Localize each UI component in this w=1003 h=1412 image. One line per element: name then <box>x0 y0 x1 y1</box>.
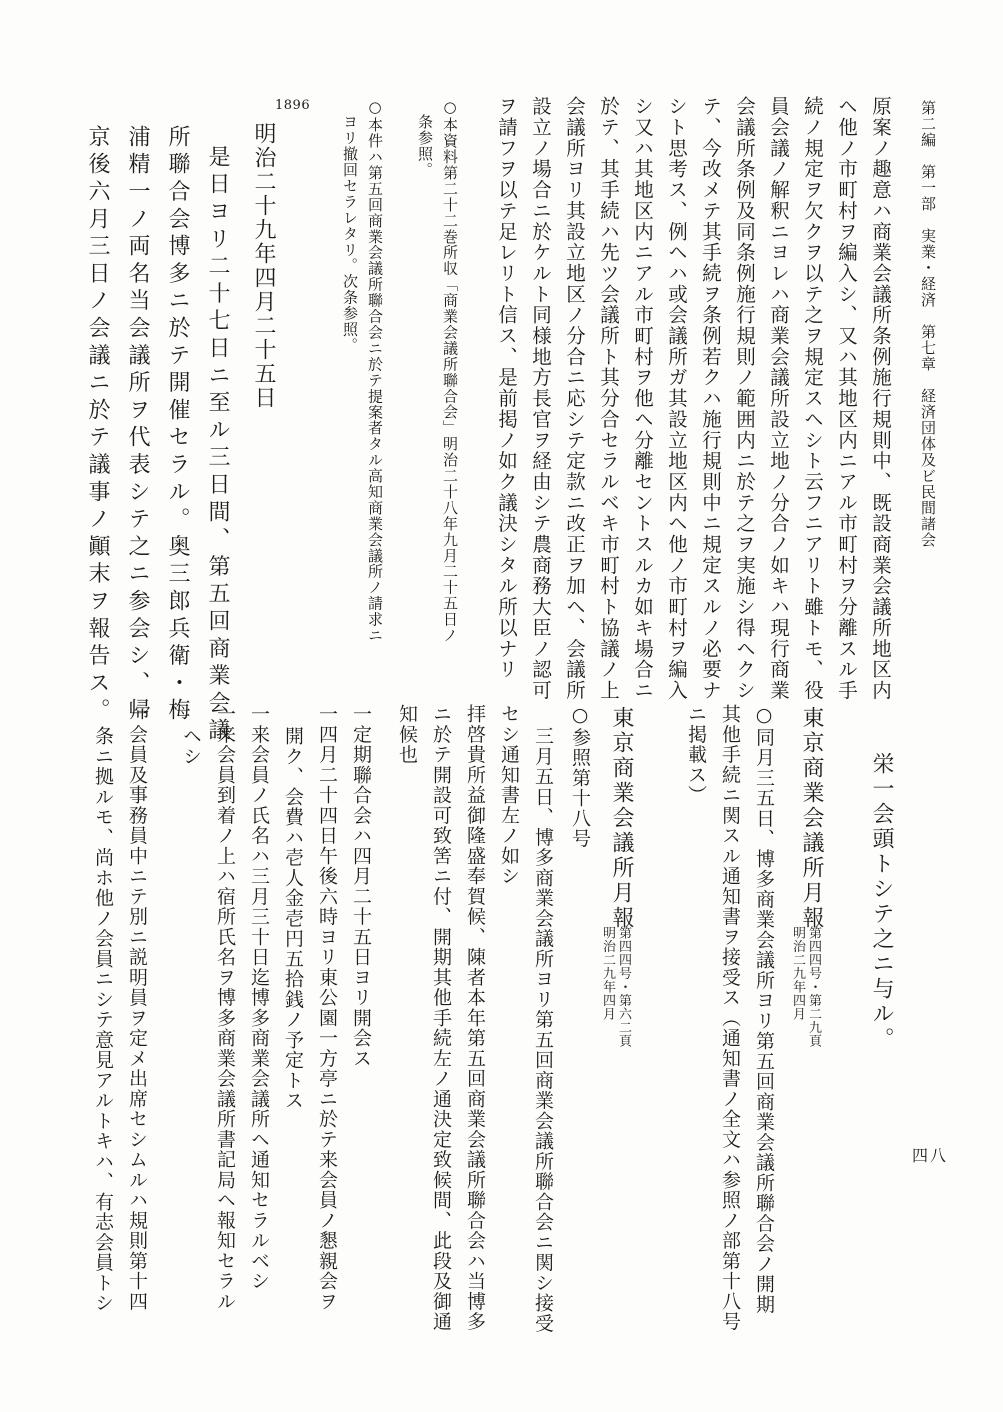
paragraph-line: ヲ請フヲ以テ足レリト信ス、是前掲ノ如ク議決シタル所以ナリ <box>495 96 518 680</box>
paragraph-line: シ又ハ其地区内ニアル市町村ヲ他ヘ分離セントスルカ如キ場合ニ <box>631 96 654 701</box>
notice-line: 其他手続ニ関スル通知書ヲ接受ス（通知書ノ全文ハ参照ノ部第十八号 <box>719 704 741 1332</box>
source-title: 東京商業会議所月報 <box>609 706 634 931</box>
paragraph-line: テ、今改メテ其手続ヲ条例若クハ施行規則中ニ規定スルノ必要ナ <box>699 96 722 701</box>
entry-line: 是日ヨリ二十七日ニ至ル三日間、第五回商業会議 <box>205 145 230 746</box>
paragraph-line: 員会議ノ解釈ニヨレハ商業会議所設立地ノ分合ノ如キハ現行商業 <box>767 96 790 701</box>
reference-line: 一四月二十四日午後六時ヨリ東公園一方亭ニ於テ来会員ノ懇親会ヲ <box>316 704 338 1312</box>
source-meta: 第四四号・第二九頁 <box>806 926 821 1048</box>
paragraph-line: 続ノ規定ヲ欠クヲ以テ之ヲ規定スヘシト云フニアリト雖トモ、役 <box>801 96 824 701</box>
date-heading: 明治二十九年四月二十五日 <box>251 122 276 410</box>
notice-line: ニ掲載ス） <box>685 704 707 806</box>
reference-line: 三月五日、博多商業会議所ヨリ第五回商業会議所聯合会ニ関シ接受 <box>532 726 554 1334</box>
source-meta: 第四四号・第六二頁 <box>616 926 631 1048</box>
reference-line: 条ニ拠ルモ、尚ホ他ノ会員ニシテ意見アルトキハ、有志会員トシ <box>92 726 114 1314</box>
entry-line: 所聯合会博多ニ於テ開催セラル。奥三郎兵衛・梅 <box>165 125 190 726</box>
paragraph-line: 設立ノ場合ニ於ケルト同様地方長官ヲ経由シテ農商務大臣ノ認可 <box>529 96 552 701</box>
note-line: ヨリ撤回セラレタリ。次条参照。 <box>341 114 359 354</box>
source-meta: 明治二九年四月 <box>790 926 805 1021</box>
entry-line: 浦精一ノ両名当会議所ヲ代表シテ之ニ参会シ、帰 <box>125 125 150 726</box>
reference-heading: ○参照第十八号 <box>569 704 591 849</box>
continuation-line: 栄一会頭トシテ之ニ与ル。 <box>869 752 894 1052</box>
reference-line: 一会員及事務員中ニテ別ニ説明員ヲ定メ出席セシムルハ規則第十四 <box>126 704 148 1312</box>
source-title: 東京商業会議所月報 <box>799 706 824 931</box>
running-head: 第二編 第一部 実業・経済 第七章 経済団体及ビ民間諸会 <box>919 100 937 548</box>
reference-line: ニ於テ開設可致筈ニ付、開期其他手続左ノ通決定致候間、此段及御通 <box>430 704 452 1332</box>
paragraph-line: シト思考ス、例ヘハ或会議所ガ其設立地区内ヘ他ノ市町村ヲ編入 <box>665 96 688 701</box>
paragraph-line: 原案ノ趣意ハ商業会議所条例施行規則中、既設商業会議所地区内 <box>869 96 892 701</box>
reference-line: セシ通知書左ノ如シ <box>498 704 520 887</box>
entry-line: 京後六月三日ノ会議ニ於テ議事ノ顚末ヲ報告ス。 <box>85 125 110 726</box>
reference-line: 開ク、会費ハ壱人金壱円五拾銭ノ予定トス <box>282 726 304 1111</box>
source-meta: 明治二九年四月 <box>600 926 615 1021</box>
page-number: 四八 <box>912 1146 949 1165</box>
notice-line: ○同月三五日、博多商業会議所ヨリ第五回商業会議所聯合会ノ開期 <box>753 704 775 1315</box>
note-line: 条参照。 <box>416 114 434 178</box>
note-line: ○本資料第二十二巻所収「商業会議所聯合会」明治二十八年九月二十五日ノ <box>441 98 459 644</box>
reference-line: 拝啓貴所益御隆盛奉賀候、陳者本年第五回商業会議所聯合会ハ当博多 <box>464 704 486 1332</box>
year-label: 1896 <box>275 98 311 113</box>
note-line: ○本件ハ第五回商業会議所聯合会ニ於テ提案者タル高知商業会議所ノ請求ニ <box>366 98 384 644</box>
reference-line: 一来会員ノ氏名ハ三月三十日迄博多商業会議所ヘ通知セラルベシ <box>248 704 270 1292</box>
reference-line: 知候也 <box>396 704 418 765</box>
reference-line: ヘシ <box>180 726 202 767</box>
reference-line: 一定期聯合会ハ四月二十五日ヨリ開会ス <box>350 704 372 1069</box>
paragraph-line: 会議所条例及同条例施行規則ノ範囲内ニ於テ之ヲ実施シ得ヘクシ <box>733 96 756 701</box>
paragraph-line: 会議所ヨリ其設立地区ノ分合ニ応シテ定款ニ改正ヲ加ヘ、会議所 <box>563 96 586 701</box>
reference-line: 一来会員到着ノ上ハ宿所氏名ヲ博多商業会議所書記局ヘ報知セラル <box>214 704 236 1312</box>
paragraph-line: ヘ他ノ市町村ヲ編入シ、又ハ其地区内ニアル市町村ヲ分離スル手 <box>835 96 858 701</box>
paragraph-line: 於テ、其手続ハ先ツ会議所ト其分合セラルベキ市町村ト協議ノ上 <box>597 96 620 701</box>
